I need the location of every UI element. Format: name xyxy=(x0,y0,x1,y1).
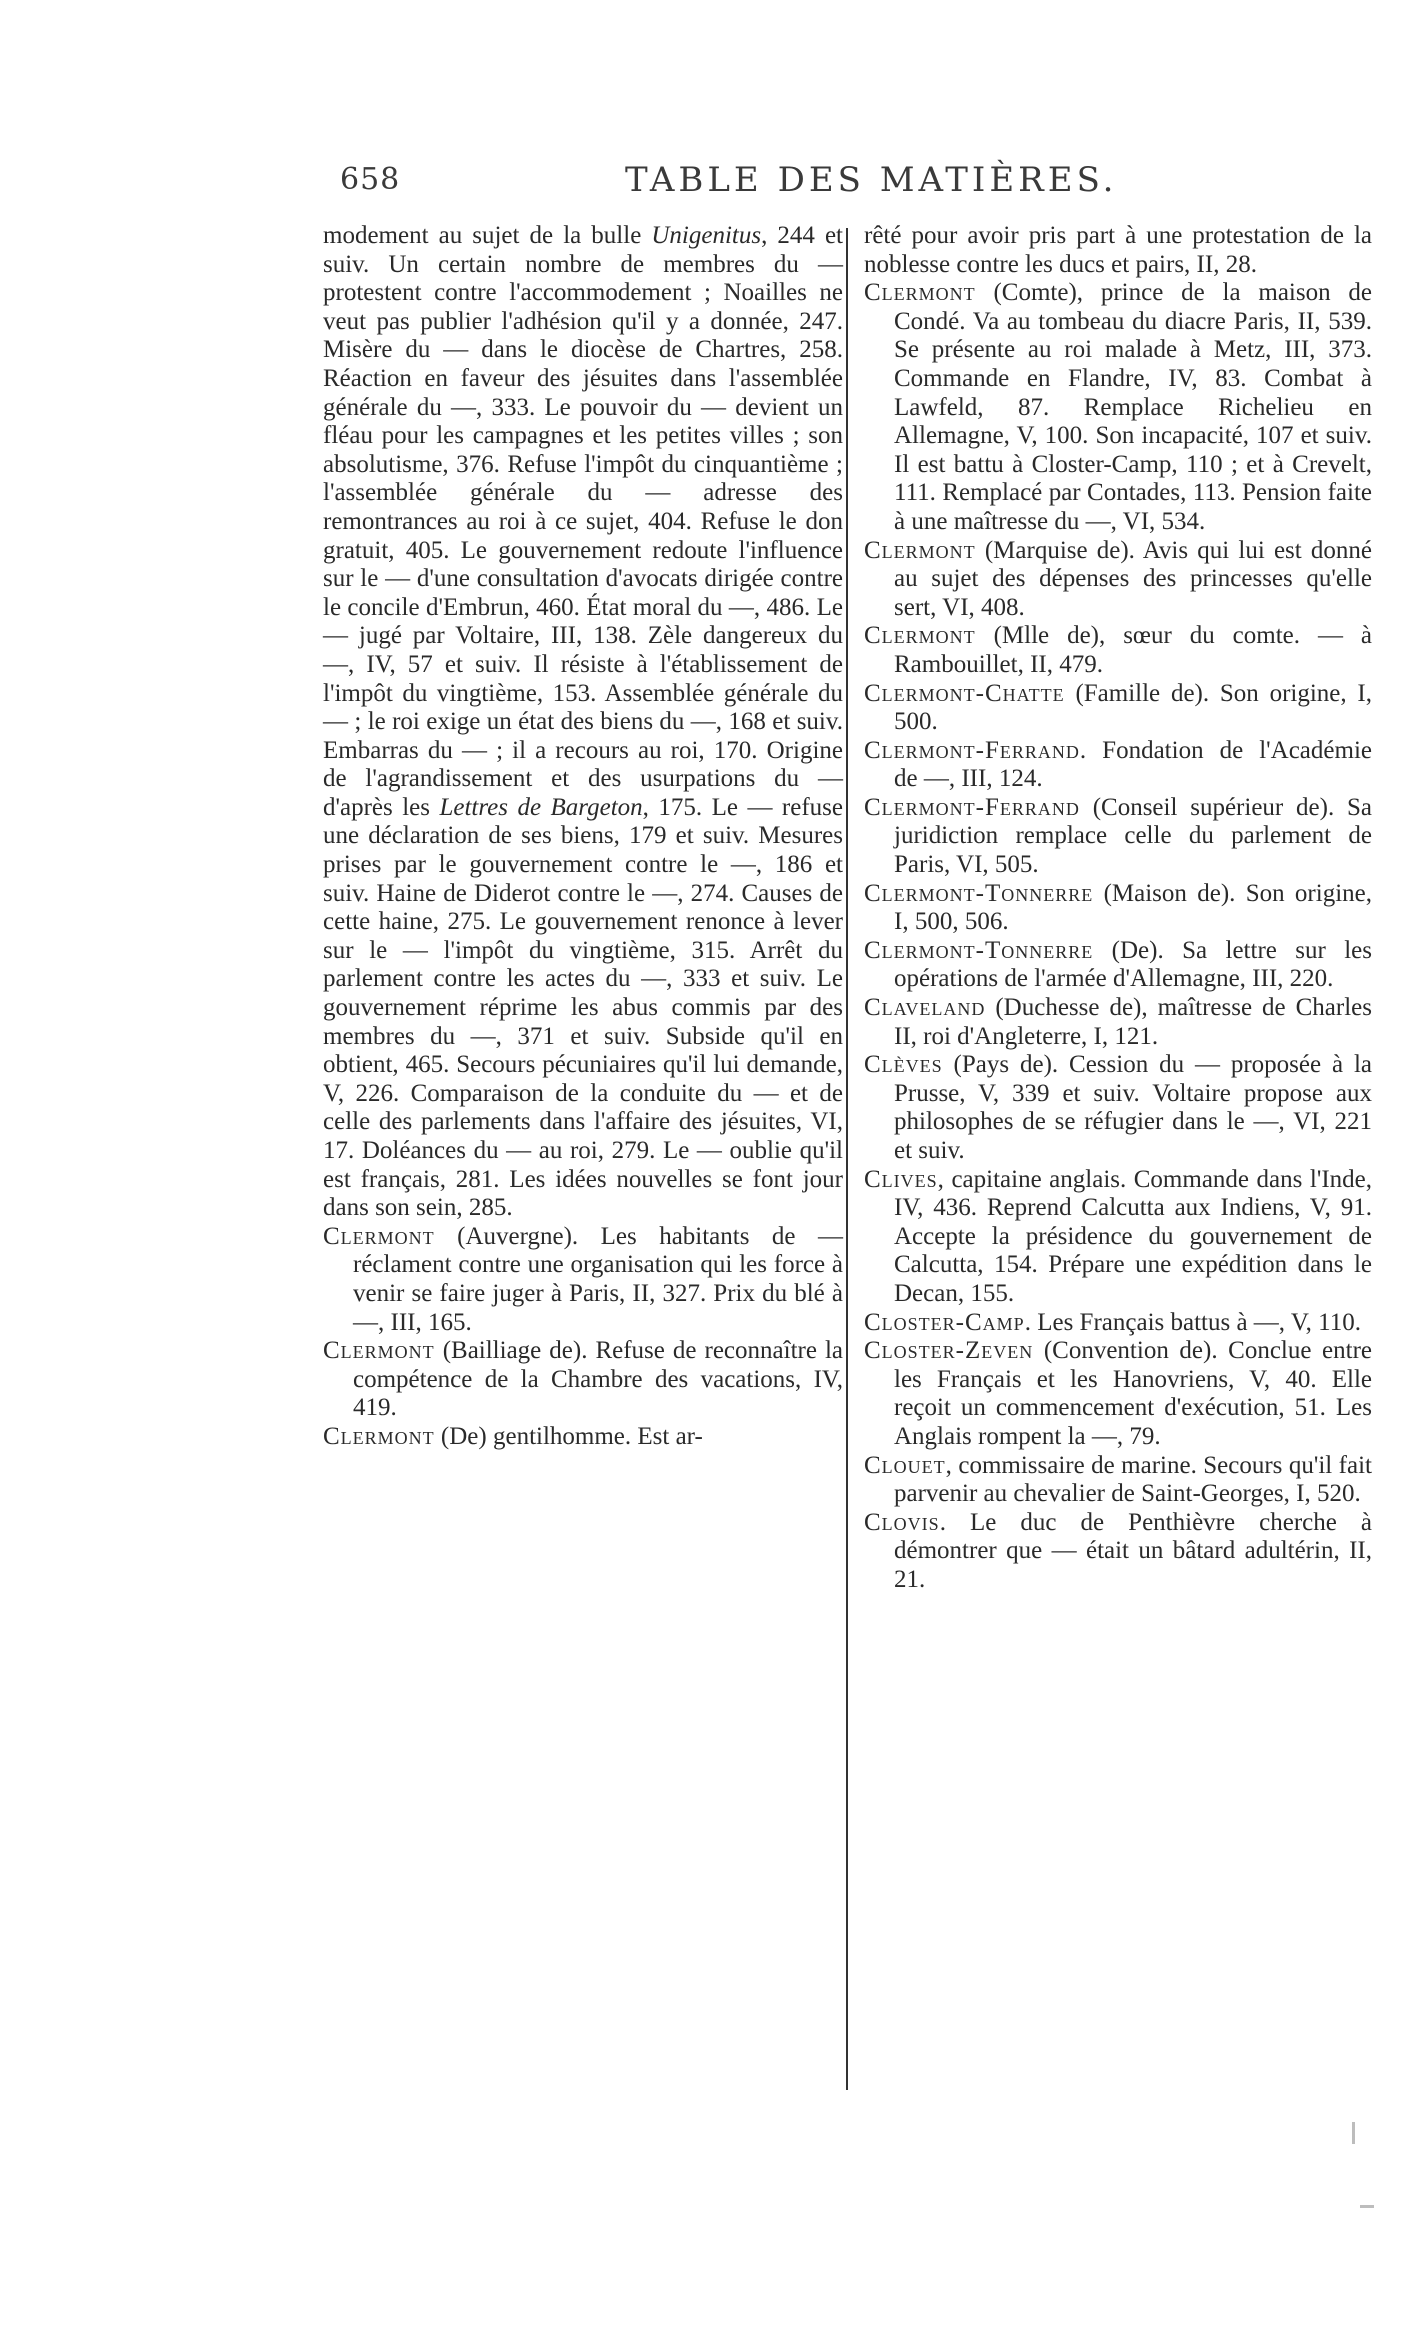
headword: Clouet xyxy=(864,1451,946,1479)
entry-text: (Auvergne). Les habitants de — réclament contre une organisation qui les force à venir se faire juger à Paris, II, 327. Prix du blé à —, III, 165. xyxy=(353,1222,843,1336)
continuation-text-1: modement au sujet de la bulle xyxy=(323,222,652,249)
headword: Clermont-Ferrand xyxy=(864,793,1080,821)
entry-text: (Conseil supérieur de). Sa juridiction remplace celle du parlement de Paris, VI, 505. xyxy=(894,793,1372,879)
index-entry xyxy=(864,1051,1372,1165)
entry-text: . Le duc de Penthièvre cherche à démontrer que — était un bâtard adultérin, II, 21. xyxy=(894,1508,1372,1593)
index-entry xyxy=(864,680,1372,737)
entry-text: , commissaire de marine. Secours qu'il fait parvenir au chevalier de Saint-Georges, I, 520. xyxy=(894,1451,1372,1508)
paper-speck xyxy=(1352,2122,1355,2144)
continuation-entry xyxy=(323,222,843,1223)
entry-text: . Fondation de l'Académie de —, III, 124. xyxy=(894,736,1372,793)
left-column xyxy=(323,222,843,1452)
page-number: 658 xyxy=(340,162,401,197)
entry-text: (De) gentilhomme. Est ar- xyxy=(434,1422,703,1450)
headword: Clèves xyxy=(864,1051,943,1079)
headword: Clermont-Tonnerre xyxy=(864,936,1094,964)
continuation-italic-2: Lettres de Bargeton xyxy=(439,793,643,821)
entry-text: (Comte), prince de la maison de Condé. Va au tombeau du diacre Paris, II, 539. Se présente au roi malade à Metz, III, 373. Commande en Flandre, IV, 83. Combat à Lawfeld, 87. Remplace Richelieu en Allemagne, V, 100. Son incapacité, 107 et suiv. Il est battu à Closter-Camp, 110 ; et à Crevelt, 111. Remplacé par Contades, 113. Pension faite à une maîtresse du —, VI, 534. xyxy=(894,279,1372,535)
continuation-entry: rêté pour avoir pris part à une protestation de la noblesse contre les ducs et pairs, II, 28. xyxy=(864,222,1372,278)
index-entry xyxy=(864,1309,1372,1338)
headword: Claveland xyxy=(864,994,986,1022)
paper-speck xyxy=(1360,2205,1374,2208)
headword: Clermont-Tonnerre xyxy=(864,879,1094,907)
index-entry xyxy=(864,794,1372,880)
entry-text: (De). Sa lettre sur les opérations de l'armée d'Allemagne, III, 220. xyxy=(894,936,1372,993)
headword: Clives xyxy=(864,1165,938,1193)
index-entry xyxy=(864,279,1372,536)
index-entry xyxy=(323,1223,843,1337)
entry-text: (Pays de). Cession du — proposée à la Prusse, V, 339 et suiv. Voltaire propose aux philosophes de se réfugier dans le —, VI, 221 et suiv. xyxy=(894,1051,1372,1164)
index-entry xyxy=(864,994,1372,1051)
entry-text: (Duchesse de), maîtresse de Charles II, roi d'Angleterre, I, 121. xyxy=(894,994,1372,1050)
headword: Clermont xyxy=(323,1222,435,1250)
entry-text: (Mlle de), sœur du comte. — à Rambouillet, II, 479. xyxy=(894,622,1372,678)
headword: Clermont xyxy=(864,536,976,564)
headword: Clermont-Chatte xyxy=(864,679,1065,707)
entry-text: . Les Français battus à —, V, 110. xyxy=(1024,1308,1362,1336)
index-entry xyxy=(864,737,1372,794)
headword: Clermont-Ferrand xyxy=(864,736,1080,764)
headword: Closter-Zeven xyxy=(864,1337,1034,1365)
right-column xyxy=(864,222,1372,1595)
continuation-italic-1: Unigenitus xyxy=(651,222,762,249)
index-entry xyxy=(864,937,1372,994)
index-entry xyxy=(864,1166,1372,1309)
index-entry xyxy=(323,1337,843,1423)
entry-text: (Famille de). Son origine, I, 500. xyxy=(894,679,1372,736)
column-divider xyxy=(846,228,848,2090)
entry-text: (Convention de). Conclue entre les Français et les Hanovriens, V, 40. Elle reçoit un commencement d'exécution, 51. Les Anglais rompent la —, 79. xyxy=(894,1337,1372,1450)
index-entry xyxy=(864,1452,1372,1509)
entry-text: (Bailliage de). Refuse de reconnaître la compétence de la Chambre des vacations, IV, 419. xyxy=(353,1337,843,1422)
headword: Clermont xyxy=(323,1422,435,1450)
continuation-text-3: , 175. Le — refuse une déclaration de ses biens, 179 et suiv. Mesures prises par le gouvernement contre le —, 186 et suiv. Haine de Diderot contre le —, 274. Causes de cette haine, 275. Le gouvernement renonce à lever sur le — l'impôt du vingtième, 315. Arrêt du parlement contre les actes du —, 333 et suiv. Le gouvernement réprime les abus commis par des membres du —, 371 et suiv. Subside qu'il en obtient, 465. Secours pécuniaires qu'il lui demande, V, 226. Comparaison de la conduite du — et de celle des parlements dans l'affaire des jésuites, VI, 17. Doléances du — au roi, 279. Le — oublie qu'il est français, 281. Les idées nouvelles se font jour dans son sein, 285. xyxy=(323,793,843,1222)
entry-text: , capitaine anglais. Commande dans l'Inde, IV, 436. Reprend Calcutta aux Indiens, V, 91. Accepte la présidence du gouvernement de Calcutta, 154. Prépare une expédition dans le Decan, 155. xyxy=(894,1165,1372,1307)
index-entry xyxy=(864,537,1372,623)
headword: Clovis xyxy=(864,1508,940,1536)
index-entry xyxy=(864,622,1372,679)
headword: Clermont xyxy=(864,279,976,307)
running-head: TABLE DES MATIÈRES. xyxy=(625,160,1118,200)
headword: Closter-Camp xyxy=(864,1308,1025,1336)
index-entry xyxy=(864,880,1372,937)
index-entry xyxy=(864,1337,1372,1451)
index-entry xyxy=(323,1423,843,1452)
index-entry xyxy=(864,1509,1372,1595)
continuation-text-2: , 244 et suiv. Un certain nombre de membres du — protestent contre l'accommodement ; Noailles ne veut pas publier l'adhésion qu'il y a donnée, 247. Misère du — dans le diocèse de Chartres, 258. Réaction en faveur des jésuites dans l'assemblée générale du —, 333. Le pouvoir du — devient un fléau pour les campagnes et les petites villes ; son absolutisme, 376. Refuse l'impôt du cinquantième ; l'assemblée générale du — adresse des remontrances au roi à ce sujet, 404. Refuse le don gratuit, 405. Le gouvernement redoute l'influence sur le — d'une consultation d'avocats dirigée contre le concile d'Embrun, 460. État moral du —, 486. Le — jugé par Voltaire, III, 138. Zèle dangereux du —, IV, 57 et suiv. Il résiste à l'établissement de l'impôt du vingtième, 153. Assemblée générale du — ; le roi exige un état des biens du —, 168 et suiv. Embarras du — ; il a recours au roi, 170. Origine de l'agrandissement et des usurpations du — d'après les xyxy=(323,222,843,821)
headword: Clermont xyxy=(864,622,976,650)
entry-text: (Marquise de). Avis qui lui est donné au sujet des dépenses des princesses qu'elle sert, VI, 408. xyxy=(894,536,1372,621)
headword: Clermont xyxy=(323,1337,435,1365)
entry-text: (Maison de). Son origine, I, 500, 506. xyxy=(894,879,1372,936)
